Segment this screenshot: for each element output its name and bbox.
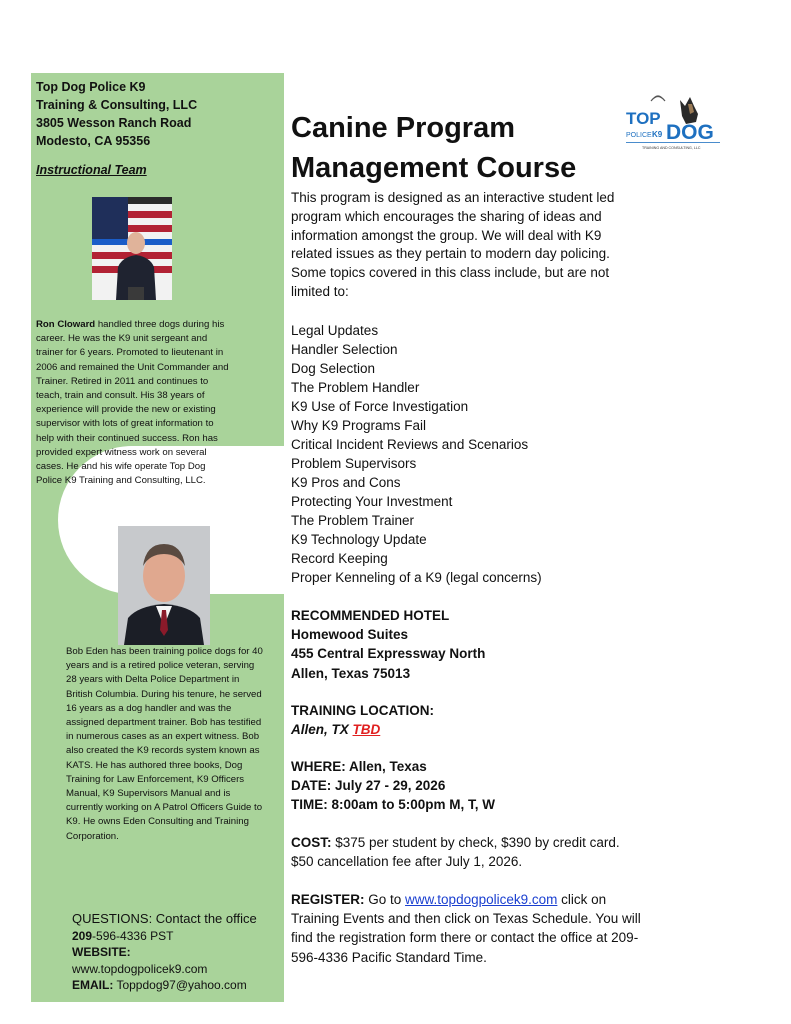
cost-text: $375 per student by check, $390 by credit card. [331, 835, 620, 850]
hotel-heading: RECOMMENDED HOTEL [291, 608, 450, 623]
org-city: Modesto, CA 95356 [36, 134, 151, 148]
logo-tagline: TRAINING AND CONSULTING, LLC [642, 146, 701, 150]
email-label: EMAIL: [72, 978, 114, 992]
org-subname: Training & Consulting, LLC [36, 98, 198, 112]
logo-k9: K9 [652, 130, 663, 139]
topic-item: Handler Selection [291, 342, 398, 357]
schedule-date: DATE: July 27 - 29, 2026 [291, 778, 446, 794]
location-heading: TRAINING LOCATION: [291, 703, 434, 718]
register-website-link[interactable]: www.topdogpolicek9.com [405, 892, 558, 907]
location-line [291, 720, 651, 739]
register-section [291, 890, 643, 967]
org-street: 3805 Wesson Ranch Road [36, 116, 192, 130]
topic-item: Why K9 Programs Fail [291, 418, 427, 433]
flag-portrait-image [92, 197, 172, 300]
topic-item: Record Keeping [291, 551, 388, 566]
topic-item: Proper Kenneling of a K9 (legal concerns) [291, 570, 542, 585]
topic-item: The Problem Trainer [291, 513, 415, 528]
questions-line: QUESTIONS: Contact the office [72, 911, 257, 926]
organization-address [36, 78, 197, 150]
title-line-1: Canine Program [291, 112, 515, 144]
cost-line-2: $50 cancellation fee after July 1, 2026. [291, 854, 523, 870]
top-dog-logo [624, 92, 722, 152]
phone-area: 209 [72, 928, 93, 943]
topic-item: Problem Supervisors [291, 456, 417, 471]
title-line-2: Management Course [291, 152, 577, 184]
hotel-city: Allen, Texas 75013 [291, 665, 411, 681]
website-label: WEBSITE: [72, 945, 131, 959]
bio-bob-eden [66, 645, 266, 844]
page-title [291, 108, 576, 188]
logo-police: POLICE [626, 132, 652, 139]
hotel-address: 455 Central Expressway North [291, 646, 486, 662]
schedule-where: WHERE: Allen, Texas [291, 759, 427, 774]
cost-line-1 [291, 833, 651, 852]
topic-item: The Problem Handler [291, 380, 420, 395]
contact-block [72, 911, 257, 994]
bio-bob-text: Bob Eden has been training police dogs for 40 years and is a retired police veteran, serving 28 years with Delta Police Department in British Columbia. During his tenure, he served 16 years as a dog handler and was the assigned department trainer. Bob has testified in numerous cases as an expert witness. Bob also created the K9 records system known as KATS. He has authored three books, Dog Training for Law Enforcement, K9 Officers Manual, K9 Supervisors Manual and is currently working on A Patrol Officers Guide to K9. He owns Eden Consulting and Training Corporation. [66, 646, 263, 842]
cost-section [291, 833, 651, 871]
website-text: www.topdogpolicek9.com [72, 961, 208, 976]
hotel-name: Homewood Suites [291, 627, 409, 643]
topic-item: Legal Updates [291, 323, 379, 338]
topic-item: K9 Technology Update [291, 532, 427, 547]
location-section [291, 701, 651, 739]
bio-ron-cloward [36, 318, 232, 488]
course-intro: This program is designed as an interactive student led program which encourages the sharing of ideas and information amongst the group. We will deal with K9 related issues as they pertain to modern day policing. Some topics covered in this class include, but are not limited to: [291, 190, 615, 299]
email-line [72, 977, 257, 994]
email-text: Toppdog97@yahoo.com [113, 978, 247, 992]
register-label: REGISTER: [291, 892, 365, 907]
logo-graphic [624, 92, 722, 152]
topic-item: K9 Use of Force Investigation [291, 399, 469, 414]
topic-item: K9 Pros and Cons [291, 475, 401, 490]
bio-ron-text: handled three dogs during his career. He was the K9 unit sergeant and trainer for 6 years. Promoted to lieutenant in 2006 and remained the Unit Commander and Trainer. Retired in 2011 and continues to teach, train and consult. His 38 years of experience will provide the new or existing supervisor with lots of great information to help with their continued success. Ron has provided expert witness work on several cases. He and his wife operate Top Dog Police K9 Training and Consulting, LLC. [36, 319, 229, 487]
location-tbd: TBD [352, 722, 381, 738]
topic-item: Dog Selection [291, 361, 376, 376]
instructor-photo-ron [92, 197, 172, 300]
register-text: click on Training Events and then click on Texas Schedule. You will find the registration form there or contact the office at 209-596-4336 Pacific Standard Time. [291, 892, 641, 965]
topic-item: Critical Incident Reviews and Scenarios [291, 437, 529, 452]
hotel-section [291, 606, 651, 683]
cost-label: COST: [291, 835, 332, 850]
topics-list [291, 321, 542, 587]
bio-ron-name: Ron Cloward [36, 319, 96, 330]
phone-line [72, 928, 257, 945]
instructional-team-heading: Instructional Team [36, 163, 147, 177]
schedule-time: TIME: 8:00am to 5:00pm M, T, W [291, 797, 496, 813]
schedule-section [291, 757, 651, 815]
location-place: Allen, TX [291, 722, 353, 738]
logo-dog: DOG [666, 121, 714, 144]
headshot-image [118, 526, 210, 645]
org-name: Top Dog Police K9 [36, 80, 146, 94]
register-pre: Go to [364, 892, 406, 907]
logo-top: TOP [626, 109, 661, 128]
instructor-photo-bob [118, 526, 210, 645]
phone-rest: -596-4336 PST [92, 928, 174, 943]
topic-item: Protecting Your Investment [291, 494, 453, 509]
